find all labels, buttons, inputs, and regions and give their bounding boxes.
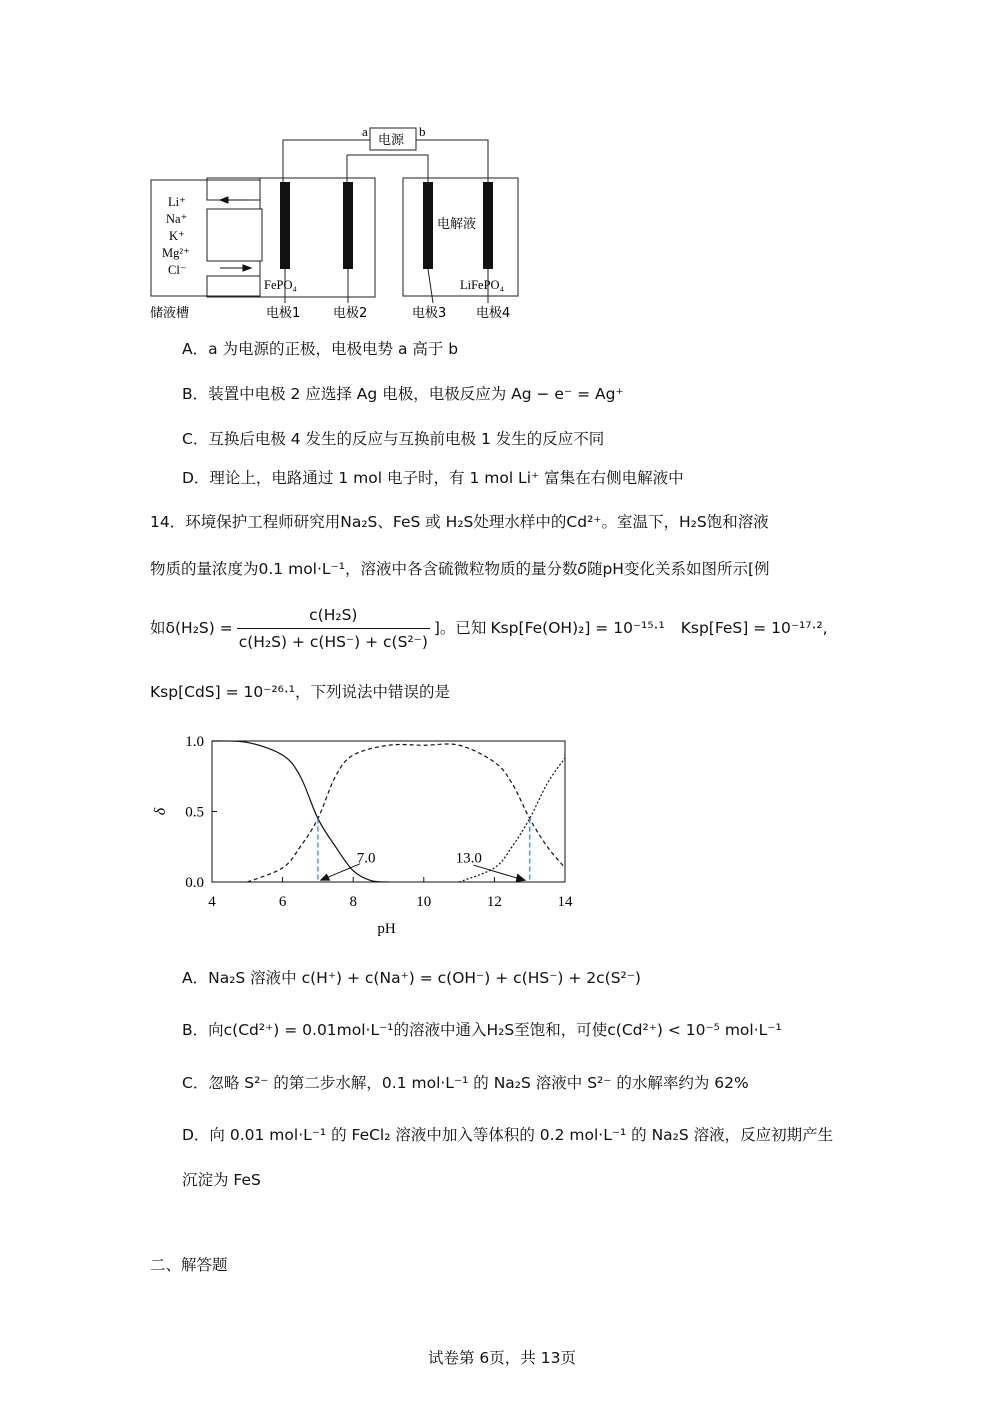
q14-l2-conc: 0.1 mol·L⁻¹ [258, 560, 345, 578]
q14-l3-known: ]。已知 [433, 619, 487, 637]
terminal-b-label: b [419, 124, 426, 139]
ksp-feoh2: Ksp[Fe(OH)₂] = 10⁻¹⁵·¹ [490, 619, 665, 637]
q13-option-b [182, 384, 624, 404]
q14-l2-ph: pH [602, 560, 624, 578]
q14-line-3: 如 δ(H₂S) = $\frac{\text{c(H₂S)}}{\text{c(H₂S) + c(HS⁻) + c(S²⁻)}}$ ]。已知 Ksp[Fe(OH)₂] = 10⁻¹⁵·¹ Ksp[FeS] = 10⁻¹⁷·² , [150, 605, 828, 651]
q14-a-prefix: A． [182, 969, 209, 987]
annotation-arrowhead-2 [516, 874, 527, 882]
electrode-label-1: 电极1 [266, 306, 301, 321]
q13-d-mid: 电子时，有 [387, 469, 465, 487]
plot-frame [212, 741, 565, 882]
q14-l2-c: ，溶液中各含硫微粒物质的量分数 [344, 560, 578, 578]
x-axis-label: pH [377, 921, 396, 937]
y-tick-label: 0.5 [185, 804, 204, 821]
q13-b-mid: 电极，电极反应为 [382, 385, 507, 403]
q14-b-eq1: c(Cd²⁺) = 0.01mol·L⁻¹ [223, 1021, 394, 1039]
q14-line-2 [150, 559, 770, 579]
fraction-numerator: c(H₂S) [237, 605, 430, 629]
electrode-1 [280, 182, 290, 269]
q14-l1-e: 。室温下， [601, 513, 679, 531]
q14-l2-g: 变化关系如图所示[例 [623, 560, 770, 578]
ksp-fes: Ksp[FeS] = 10⁻¹⁷·² [680, 619, 823, 637]
q14-l2-a: 物质的量浓度为 [150, 560, 259, 578]
q13-d-suffix: 富集在右侧电解液中 [544, 469, 684, 487]
fepo4-label: FePO₄ [264, 278, 297, 292]
electrode-label-2: 电极2 [333, 306, 368, 321]
tank-inner-box [207, 209, 262, 261]
q14-l1-cd: Cd²⁺ [566, 513, 602, 531]
q13-b-ag: Ag [356, 385, 378, 403]
ion-k: K⁺ [169, 229, 185, 243]
electrolysis-diagram [140, 120, 540, 330]
q14-l2-e: 随 [586, 560, 603, 578]
q14-option-b [182, 1020, 782, 1040]
q14-l1-c: 处理水样中的 [473, 513, 567, 531]
q13-b-equation: Ag − e⁻ = Ag⁺ [511, 385, 624, 403]
electrode-4 [483, 182, 493, 269]
q13-d-amount1: 1 mol [338, 469, 383, 487]
q13-d-amount2: 1 mol Li⁺ [469, 469, 540, 487]
q14-l3-prefix: 如 [150, 619, 166, 637]
terminal-a-label: a [362, 124, 368, 139]
q14-option-a [182, 968, 641, 988]
q14-l4-b: ，下列说法中错误的是 [295, 683, 451, 701]
ksp-cds: Ksp[CdS] = 10⁻²⁶·¹ [150, 683, 295, 701]
q14-l1-a: 14．环境保护工程师研究用 [150, 513, 341, 531]
ion-cl: Cl⁻ [168, 263, 187, 277]
y-tick-label: 1.0 [185, 734, 204, 750]
q14-b-mid2: 至饱和，可使 [514, 1021, 608, 1039]
q14-l2-delta: δ [577, 560, 587, 578]
section-title: 二、解答题 [150, 1256, 228, 1274]
q14-b-h2s: H₂S [486, 1021, 515, 1039]
x-tick-label: 14 [557, 894, 573, 910]
q14-a-equation: Na₂S 溶液中 c(H⁺) + c(Na⁺) = c(OH⁻) + c(HS⁻) + 2c(S²⁻) [208, 969, 641, 987]
electrode-label-4: 电极4 [476, 306, 511, 321]
tank-label: 储液槽 [150, 306, 190, 321]
x-tick-label: 10 [416, 894, 432, 910]
fraction-denominator: c(H₂S) + c(HS⁻) + c(S²⁻) [238, 632, 428, 651]
q14-option-d-line-2: 沉淀为 FeS [182, 1171, 261, 1189]
delta-fraction [237, 605, 430, 652]
q14-line-4 [150, 682, 450, 702]
electrode-2 [343, 182, 353, 269]
annotation-arrow-2 [473, 865, 521, 879]
page-footer: 试卷第 6页，共 13页 [428, 1349, 576, 1367]
annotation-label-7: 7.0 [356, 850, 376, 867]
q14-l1-reagents: Na₂S、FeS 或 H₂S [340, 513, 474, 531]
q14-l1-g: 饱和溶液 [706, 513, 769, 531]
series-line-2 [247, 744, 565, 882]
q13-option-c: C．互换后电极 4 发生的反应与互换前电极 1 发生的反应不同 [182, 430, 605, 448]
lifepo4-label: LiFePO₄ [460, 278, 504, 292]
q14-b-prefix: B．向 [182, 1021, 224, 1039]
q13-d-prefix: D．理论上，电路通过 [182, 469, 334, 487]
x-tick-label: 6 [278, 894, 287, 910]
ion-li: Li⁺ [168, 195, 186, 209]
x-tick-label: 8 [349, 894, 357, 910]
ion-mg: Mg²⁺ [162, 246, 190, 260]
q14-option-c: C．忽略 S²⁻ 的第二步水解，0.1 mol·L⁻¹ 的 Na₂S 溶液中 S²⁻ 的水解率约为 62% [182, 1074, 749, 1092]
electrolyte-label: 电解液 [437, 217, 477, 232]
q14-l1-h2s: H₂S [678, 513, 707, 531]
x-tick-label: 12 [486, 894, 502, 910]
q13-b-prefix: B．装置中电极 2 应选择 [182, 385, 352, 403]
q14-l3-lhs: δ(H₂S) = [165, 619, 233, 637]
q13-option-a: A．a 为电源的正极，电极电势 a 高于 b [182, 340, 459, 358]
y-axis-label: δ [152, 807, 169, 816]
electrode-3 [423, 182, 433, 269]
annotation-label-13: 13.0 [455, 850, 482, 867]
power-source-label: 电源 [378, 133, 405, 148]
q14-option-d-line-1: D．向 0.01 mol·L⁻¹ 的 FeCl₂ 溶液中加入等体积的 0.2 mol·L⁻¹ 的 Na₂S 溶液，反应初期产生 [182, 1126, 834, 1144]
y-tick-label: 0.0 [185, 875, 204, 891]
q13-option-d [182, 468, 684, 488]
q14-b-eq2: c(Cd²⁺) < 10⁻⁵ mol·L⁻¹ [607, 1021, 782, 1039]
ion-na: Na⁺ [166, 212, 188, 226]
delta-ph-chart [140, 725, 590, 940]
q14-line-1 [150, 512, 769, 532]
electrode-label-3: 电极3 [412, 306, 447, 321]
q14-b-mid: 的溶液中通入 [393, 1021, 487, 1039]
x-tick-label: 4 [208, 894, 216, 910]
